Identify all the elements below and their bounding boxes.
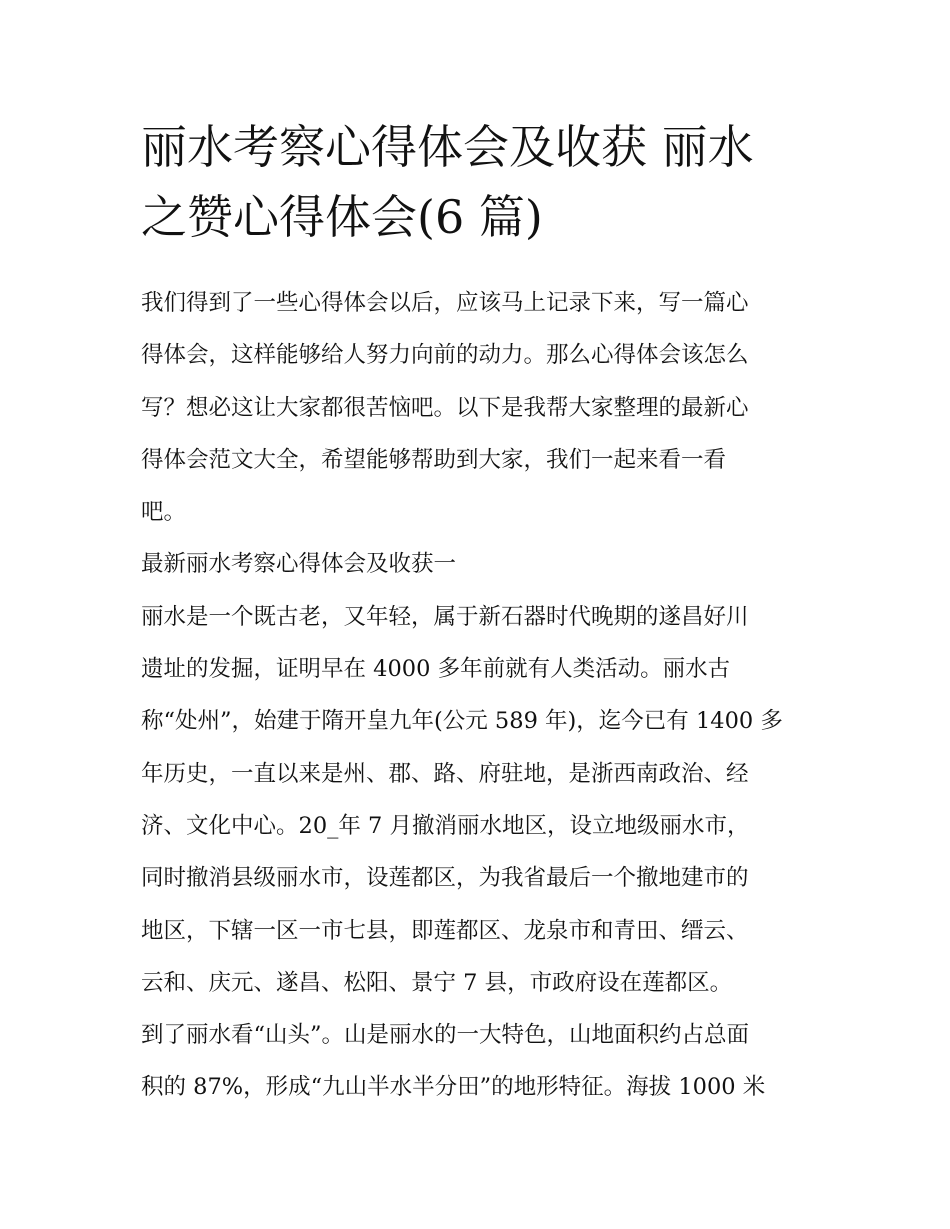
text-line: 到了丽水看“山头”。山是丽水的一大特色，山地面积约占总面 bbox=[141, 1022, 750, 1049]
text-line: 我们得到了一些心得体会以后，应该马上记录下来，写一篇心 bbox=[141, 290, 749, 316]
text-line: 得体会范文大全，希望能够帮助到大家，我们一起来看一看 bbox=[141, 446, 727, 473]
text-line: 积的 87%，形成“九山半水半分田”的地形特征。海拔 1000 米 bbox=[141, 1074, 766, 1101]
intro-paragraph bbox=[141, 281, 821, 542]
paragraph-2 bbox=[141, 1013, 821, 1118]
document-body bbox=[141, 281, 821, 1118]
text-line: 写？想必这让大家都很苦恼吧。以下是我帮大家整理的最新心 bbox=[141, 394, 749, 421]
section-heading: 最新丽水考察心得体会及收获一 bbox=[141, 551, 457, 578]
document-title bbox=[141, 112, 821, 252]
text-line: 年历史，一直以来是州、郡、路、府驻地，是浙西南政治、经 bbox=[141, 760, 749, 787]
text-line: 吧。 bbox=[141, 499, 187, 526]
text-line: 遗址的发掘，证明早在 4000 多年前就有人类活动。丽水古 bbox=[141, 656, 731, 683]
text-line: 丽水是一个既古老，又年轻，属于新石器时代晚期的遂昌好川 bbox=[141, 603, 749, 630]
title-line: 之赞心得体会(6 篇) bbox=[141, 190, 543, 244]
text-line: 同时撤消县级丽水市，设莲都区，为我省最后一个撤地建市的 bbox=[141, 865, 749, 892]
paragraph-1 bbox=[141, 595, 821, 1013]
text-line: 云和、庆元、遂昌、松阳、景宁 7 县，市政府设在莲都区。 bbox=[141, 969, 733, 996]
text-line: 济、文化中心。20_年 7 月撤消丽水地区，设立地级丽水市， bbox=[141, 812, 750, 839]
title-line: 丽水考察心得体会及收获 丽水 bbox=[141, 120, 754, 174]
text-line: 地区，下辖一区一市七县，即莲都区、龙泉市和青田、缙云、 bbox=[141, 917, 749, 944]
text-line: 得体会，这样能够给人努力向前的动力。那么心得体会该怎么 bbox=[141, 342, 749, 369]
text-line: 称“处州”，始建于隋开皇九年(公元 589 年)，迄今已有 1400 多 bbox=[141, 708, 783, 735]
